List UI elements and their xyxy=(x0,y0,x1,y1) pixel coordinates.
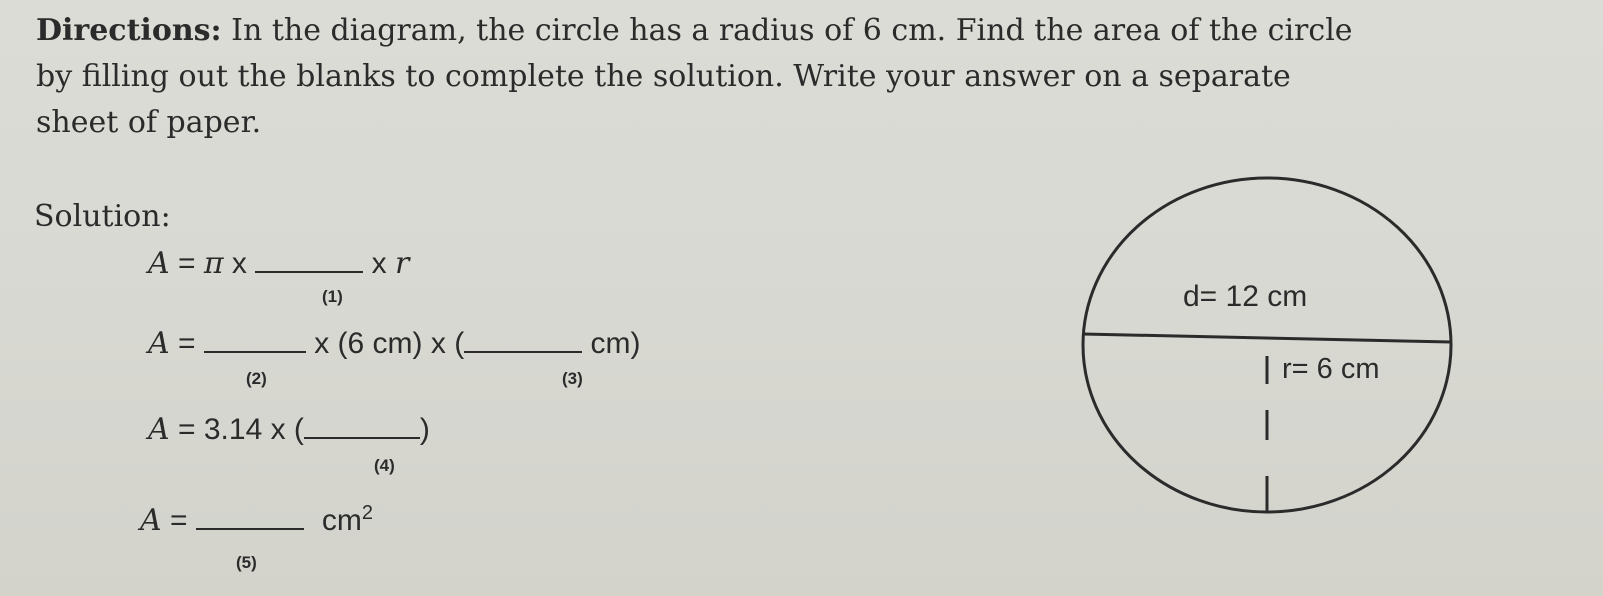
directions-lead: Directions: xyxy=(36,13,222,48)
directions-line-2: by filling out the blanks to complete the solution. Write your answer on a separate xyxy=(36,59,1291,94)
diameter-label: d= 12 cm xyxy=(1183,280,1308,313)
blank-5-label: (5) xyxy=(236,553,257,572)
directions-line-3: sheet of paper. xyxy=(36,105,262,140)
directions-line-1: Directions: In the diagram, the circle has a radius of 6 cm. Find the area of the circle xyxy=(36,13,1353,48)
circle-outline xyxy=(1083,178,1451,512)
equation-1: A = π x x r xyxy=(148,246,410,281)
blank-1-label: (1) xyxy=(322,287,343,306)
blank-4-label: (4) xyxy=(374,456,395,475)
equation-4: $A = cm^2$ xyxy=(140,502,373,538)
blank-3-label: (3) xyxy=(562,369,583,388)
equation-2: A = x (6 cm) x ( cm) xyxy=(148,326,641,361)
solution-heading: Solution: xyxy=(34,199,171,234)
blank-2-label: (2) xyxy=(246,369,267,388)
radius-label: r= 6 cm xyxy=(1282,353,1380,385)
equation-3: A = 3.14 x ( ) xyxy=(148,412,430,447)
diameter-line xyxy=(1083,334,1451,342)
